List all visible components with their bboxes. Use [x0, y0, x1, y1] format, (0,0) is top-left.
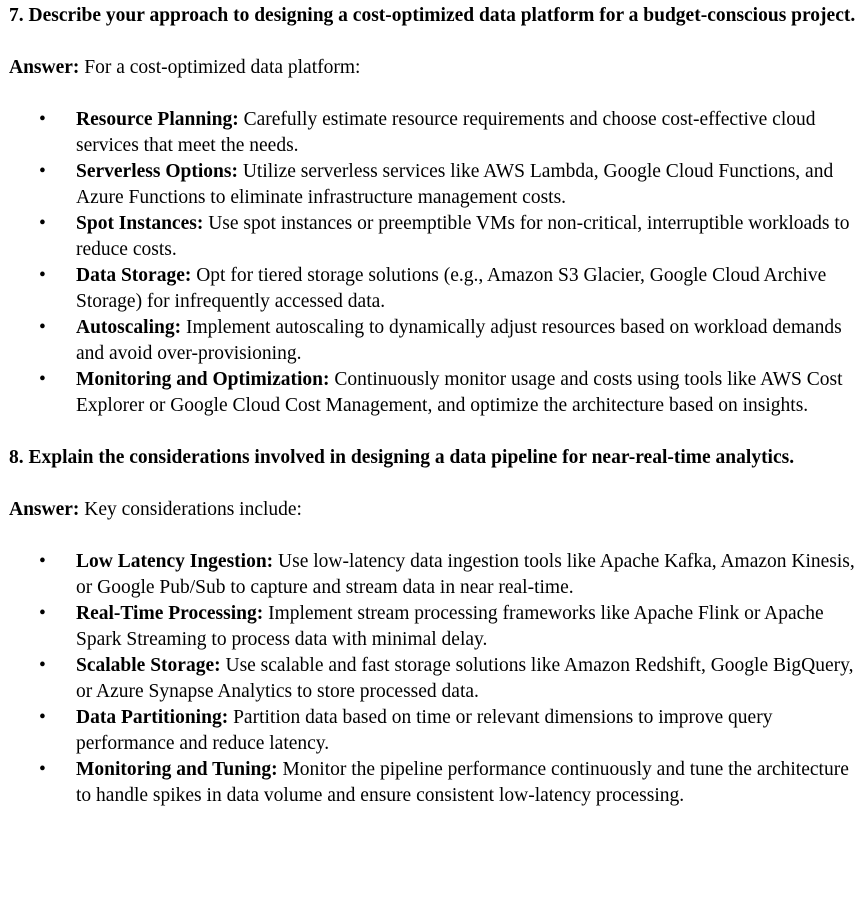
- question-heading: 7. Describe your approach to designing a cost-optimized data platform for a budget-conscious project.: [9, 5, 856, 26]
- item-text: Continuously monitor usage and costs using tools like AWS Cost Explorer or Google Cloud Cost Management, and optimize the architecture based on insights.: [76, 369, 843, 416]
- item-text: Monitor the pipeline performance continuously and tune the architecture to handle spikes in data volume and ensure consistent low-latency processing.: [76, 759, 849, 806]
- item-text: Utilize serverless services like AWS Lambda, Google Cloud Functions, and Azure Functions to eliminate infrastructure management costs.: [76, 161, 834, 208]
- item-text: Implement stream processing frameworks like Apache Flink or Apache Spark Streaming to process data with minimal delay.: [76, 603, 824, 650]
- answer-list: [9, 549, 859, 809]
- list-item: [9, 159, 859, 211]
- item-text: Use low-latency data ingestion tools like Apache Kafka, Amazon Kinesis, or Google Pub/Sub to capture and stream data in near real-time.: [76, 551, 855, 598]
- list-item: [9, 211, 859, 263]
- item-term: Autoscaling:: [76, 317, 182, 338]
- item-term: Spot Instances:: [76, 213, 204, 234]
- list-item: [9, 107, 859, 159]
- question-heading: 8. Explain the considerations involved in designing a data pipeline for near-real-time analytics.: [9, 447, 795, 468]
- question-section-8: [9, 445, 859, 809]
- item-text: Implement autoscaling to dynamically adjust resources based on workload demands and avoid over-provisioning.: [76, 317, 842, 364]
- item-text: Opt for tiered storage solutions (e.g., Amazon S3 Glacier, Google Cloud Archive Storage) for infrequently accessed data.: [76, 265, 827, 312]
- item-term: Low Latency Ingestion:: [76, 551, 274, 572]
- item-term: Monitoring and Optimization:: [76, 369, 330, 390]
- answer-list: [9, 107, 859, 419]
- item-term: Data Partitioning:: [76, 707, 229, 728]
- question-section-7: [9, 0, 859, 419]
- item-term: Scalable Storage:: [76, 655, 221, 676]
- answer-label: Answer:: [9, 57, 80, 78]
- answer-intro-text: Key considerations include:: [79, 499, 302, 520]
- item-term: Real-Time Processing:: [76, 603, 264, 624]
- item-term: Serverless Options:: [76, 161, 238, 182]
- item-text: Use scalable and fast storage solutions like Amazon Redshift, Google BigQuery, or Azure Synapse Analytics to store processed data.: [76, 655, 854, 702]
- item-text: Carefully estimate resource requirements and choose cost-effective cloud services that meet the needs.: [76, 109, 816, 156]
- item-term: Resource Planning:: [76, 109, 239, 130]
- list-item: [9, 601, 859, 653]
- item-text: Partition data based on time or relevant dimensions to improve query performance and reduce latency.: [76, 707, 773, 754]
- list-item: [9, 705, 859, 757]
- item-term: Data Storage:: [76, 265, 192, 286]
- list-item: [9, 549, 859, 601]
- answer-intro: [9, 55, 859, 81]
- item-text: Use spot instances or preemptible VMs for non-critical, interruptible workloads to reduce costs.: [76, 213, 850, 260]
- answer-intro: [9, 497, 859, 523]
- list-item: [9, 653, 859, 705]
- answer-intro-text: For a cost-optimized data platform:: [79, 57, 361, 78]
- item-term: Monitoring and Tuning:: [76, 759, 278, 780]
- list-item: [9, 367, 859, 419]
- section-spacer: [9, 419, 859, 445]
- list-item: [9, 757, 859, 809]
- list-item: [9, 263, 859, 315]
- list-item: [9, 315, 859, 367]
- answer-label: Answer:: [9, 499, 80, 520]
